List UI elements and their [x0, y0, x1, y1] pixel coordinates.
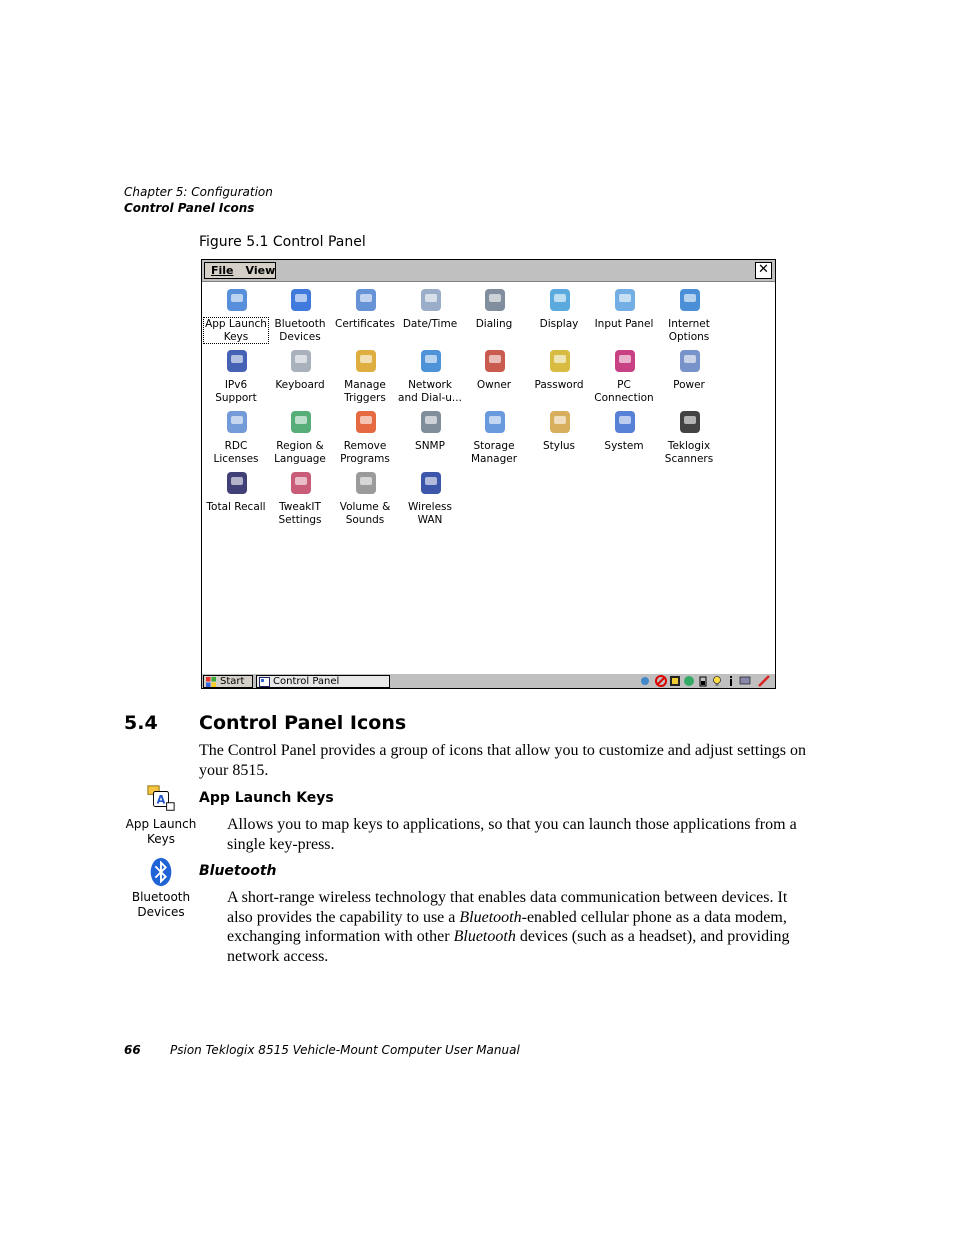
cp-item-label: Display — [539, 318, 579, 330]
cp-item[interactable] — [398, 344, 462, 402]
cp-item[interactable] — [268, 344, 332, 402]
power-icon — [675, 346, 705, 376]
cp-item[interactable] — [204, 344, 268, 402]
status-tray-icon[interactable] — [669, 675, 681, 687]
cp-item[interactable] — [398, 466, 462, 524]
cp-item-label: Certificates — [334, 318, 395, 330]
bluetooth-body-em-1: Bluetooth — [459, 908, 522, 926]
cp-item-label: RDC Licenses — [213, 440, 259, 465]
app-launch-heading: App Launch Keys — [199, 790, 334, 806]
battery-tray-icon[interactable] — [697, 675, 709, 687]
app-launch-keys-icon — [146, 784, 176, 814]
chapter-header: Chapter 5: Configuration — [124, 185, 273, 199]
start-label: Start — [220, 676, 245, 687]
cp-item[interactable] — [333, 466, 397, 524]
region-icon — [286, 407, 316, 437]
stylus-icon — [545, 407, 575, 437]
cp-item-label: Dialing — [475, 318, 513, 330]
close-button[interactable]: ✕ — [755, 262, 772, 279]
cp-item[interactable] — [592, 283, 656, 341]
cp-item-label: Region & Language — [274, 440, 326, 465]
section-header: Control Panel Icons — [124, 201, 255, 215]
bluetooth-icon — [286, 285, 316, 315]
cp-item-label: Storage Manager — [470, 440, 518, 465]
cp-item-label: IPv6 Support — [215, 379, 257, 404]
menu-bar — [202, 260, 775, 282]
app-launch-body: Allows you to map keys to applications, so that you can launch those applications from a single key-press. — [227, 816, 797, 853]
menu-view[interactable]: View — [245, 264, 276, 277]
date-time-icon — [416, 285, 446, 315]
cp-item-label: Date/Time — [402, 318, 458, 330]
app-launch-side-label-1: App Launch — [125, 817, 197, 831]
cp-item-label: Wireless WAN — [408, 501, 452, 526]
cp-item[interactable] — [268, 466, 332, 524]
globe-tray-icon[interactable] — [683, 675, 695, 687]
app-launch-side-label-2: Keys — [146, 831, 175, 846]
password-icon — [545, 346, 575, 376]
info-tray-icon[interactable] — [725, 675, 737, 687]
control-panel-icon — [259, 677, 270, 687]
cp-item[interactable] — [333, 344, 397, 402]
ipv6-icon — [222, 346, 252, 376]
cp-item-label: Keyboard — [275, 379, 325, 391]
cp-item[interactable] — [527, 283, 591, 341]
cp-item-label: Password — [534, 379, 584, 391]
cp-item[interactable] — [462, 344, 526, 402]
cp-item-label: Bluetooth Devices — [274, 318, 326, 343]
cp-item-label: PC Connection — [594, 379, 654, 404]
icon-grid — [202, 283, 775, 673]
cp-item-label: Remove Programs — [340, 440, 390, 465]
storage-icon — [480, 407, 510, 437]
tweakit-icon — [286, 468, 316, 498]
bluetooth-body-part-2: -enabled cellular phone as a data modem, exchanging information with other — [227, 908, 787, 945]
cp-item[interactable] — [462, 283, 526, 341]
bluetooth-side-label-1: Bluetooth — [131, 890, 191, 904]
cp-item-label: App Launch Keys — [205, 318, 267, 343]
cp-item-label: Owner — [476, 379, 512, 391]
menu-file[interactable]: File — [211, 264, 234, 277]
cp-item[interactable] — [398, 405, 462, 463]
cp-item-label: Internet Options — [668, 318, 710, 343]
cp-item-label: Manage Triggers — [344, 379, 386, 404]
no-signal-tray-icon[interactable] — [655, 675, 667, 687]
cp-item-label: Volume & Sounds — [339, 501, 391, 526]
app-launch-keys-icon — [222, 285, 252, 315]
dialing-icon — [480, 285, 510, 315]
cp-item-label: Total Recall — [206, 501, 266, 513]
taskbar — [202, 673, 775, 688]
cp-item-label: TweakIT Settings — [278, 501, 322, 526]
remove-programs-icon — [351, 407, 381, 437]
cp-item[interactable] — [398, 283, 462, 341]
app-launch-side-icon — [121, 784, 201, 846]
cp-item[interactable] — [527, 405, 591, 463]
bluetooth-body-part-3: devices (such as a headset), and providing network access. — [227, 928, 790, 965]
footer-title: Psion Teklogix 8515 Vehicle-Mount Computer User Manual — [170, 1043, 520, 1057]
triggers-icon — [351, 346, 381, 376]
monitor-tray-icon[interactable] — [739, 675, 751, 687]
cp-item[interactable] — [657, 405, 721, 463]
snmp-icon — [416, 407, 446, 437]
input-panel-icon — [610, 285, 640, 315]
bluetooth-heading: Bluetooth — [199, 863, 277, 879]
cp-item[interactable] — [204, 405, 268, 463]
network-icon — [416, 346, 446, 376]
bluetooth-body-part-1: A short-range wireless technology that enables data communication between devices. It also provides the capability to use a — [227, 889, 788, 926]
svg-text:A: A — [156, 793, 166, 807]
cp-item-label: Stylus — [542, 440, 576, 452]
bluetooth-icon — [146, 857, 176, 887]
cp-item[interactable] — [204, 466, 268, 524]
cp-item-label: Teklogix Scanners — [664, 440, 714, 465]
cp-item[interactable] — [268, 405, 332, 463]
control-panel-window — [201, 259, 776, 689]
section-title: Control Panel Icons — [199, 712, 407, 734]
network-tray-icon[interactable] — [639, 675, 651, 687]
task-control-panel[interactable] — [256, 675, 390, 688]
cp-item-label: Power — [673, 379, 705, 391]
section-number: 5.4 — [124, 712, 158, 734]
cp-item[interactable] — [204, 283, 268, 341]
keyboard-icon — [286, 346, 316, 376]
section-intro: The Control Panel provides a group of icons that allow you to customize and adjust settings on your 8515. — [199, 742, 807, 779]
certificates-icon — [351, 285, 381, 315]
volume-icon — [351, 468, 381, 498]
scanner-icon — [675, 407, 705, 437]
cp-item[interactable] — [333, 283, 397, 341]
display-icon — [545, 285, 575, 315]
cp-item-label: System — [604, 440, 644, 452]
internet-options-icon — [675, 285, 705, 315]
pc-connection-icon — [610, 346, 640, 376]
page-number: 66 — [124, 1043, 141, 1057]
system-icon — [610, 407, 640, 437]
cp-item-label: Network and Dial-u... — [398, 379, 462, 404]
menu-group — [204, 262, 276, 279]
cp-item[interactable] — [657, 283, 721, 341]
bluetooth-body — [227, 888, 814, 966]
rdc-licenses-icon — [222, 407, 252, 437]
stylus-tray-icon[interactable] — [758, 675, 770, 687]
figure-caption: Figure 5.1 Control Panel — [199, 234, 366, 250]
cp-item-label: Input Panel — [594, 318, 654, 330]
start-button[interactable] — [203, 675, 253, 688]
cp-item[interactable] — [527, 344, 591, 402]
total-recall-icon — [222, 468, 252, 498]
cp-item[interactable] — [592, 405, 656, 463]
bluetooth-side-label-2: Devices — [137, 904, 185, 919]
cp-item[interactable] — [657, 344, 721, 402]
cp-item[interactable] — [333, 405, 397, 463]
cp-item-label: SNMP — [415, 440, 445, 452]
bluetooth-side-icon — [121, 857, 201, 919]
cp-item[interactable] — [268, 283, 332, 341]
wireless-wan-icon — [416, 468, 446, 498]
cp-item[interactable] — [462, 405, 526, 463]
task-label: Control Panel — [273, 676, 340, 687]
windows-flag-icon — [206, 677, 216, 687]
bulb-tray-icon[interactable] — [711, 675, 723, 687]
bluetooth-body-em-2: Bluetooth — [453, 928, 516, 945]
owner-icon — [480, 346, 510, 376]
cp-item[interactable] — [592, 344, 656, 402]
